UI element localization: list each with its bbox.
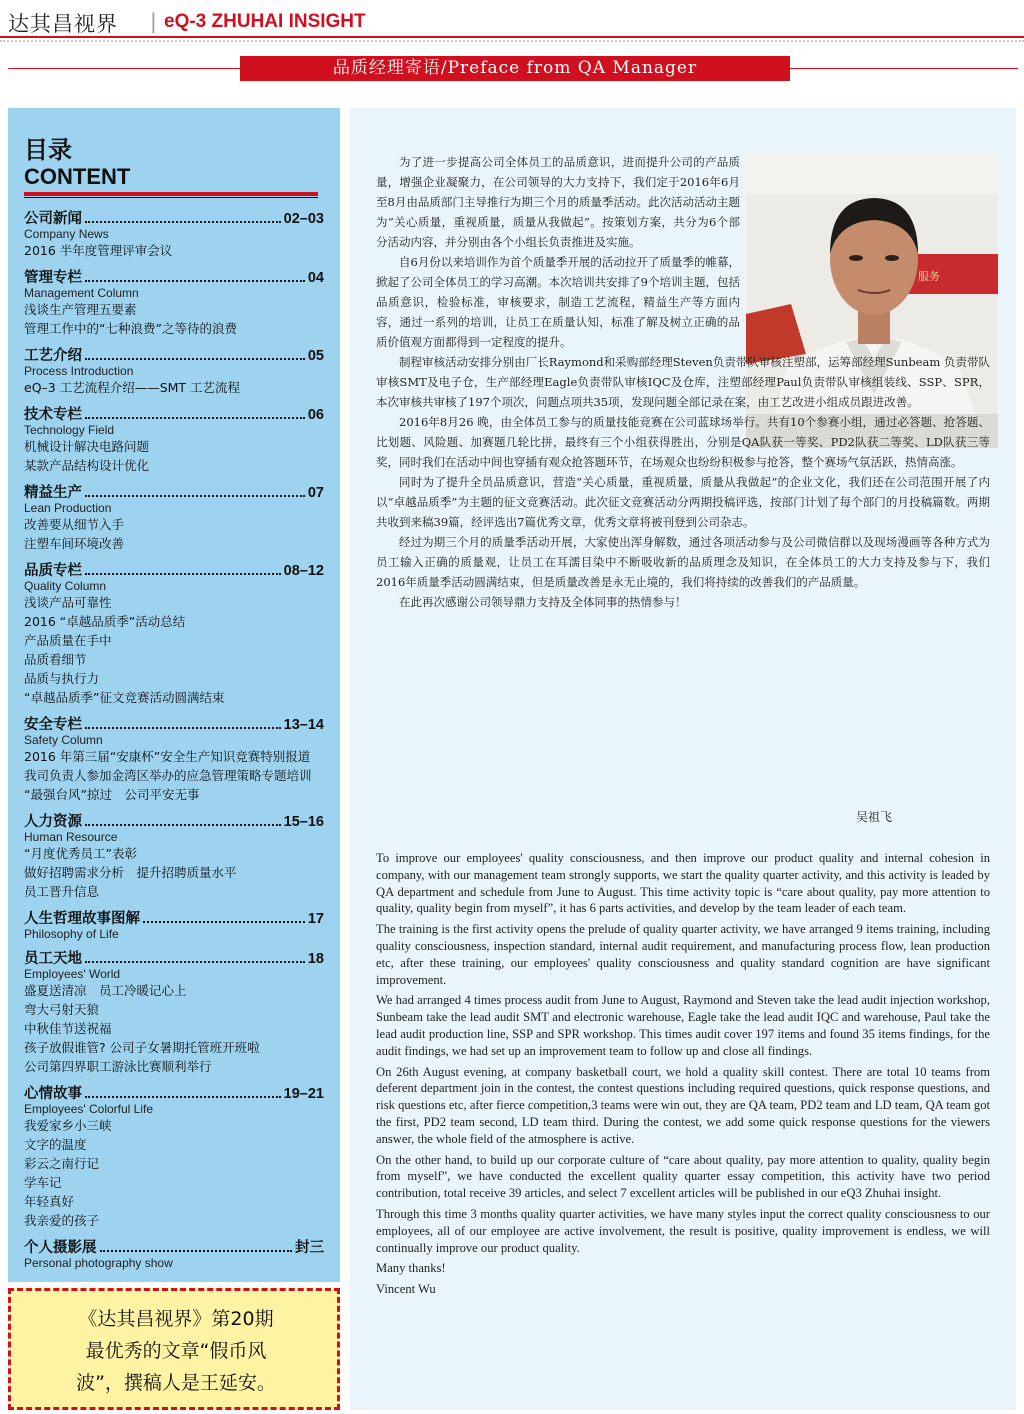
chinese-body [376,152,990,612]
toc-section-en: Philosophy of Life [24,927,119,941]
cn-paragraph: 同时为了提升全员品质意识，营造“关心质量，重视质量，质量从我做起”的企业文化，我们还在公司范围开展了内以“卓越品质季”为主题的征文竞赛活动。此次征文竞赛活动分两期投稿评选，按部门计划了每个部门的月投稿篇数。两期共收到来稿39篇，经评选出7篇优秀文章，优秀文章将被刊登到公司杂志。 [376,475,990,529]
toc-item: 做好招聘需求分析 提升招聘质量水平 [24,865,237,880]
toc-section [24,1236,324,1270]
toc-section-row [24,481,324,501]
magazine-title-cn: 达其昌视界 [8,12,118,36]
toc-section-row [24,344,324,364]
toc-leader-dots [85,211,281,223]
toc-section-title: 品质专栏 [24,563,82,579]
toc-section-row [24,713,324,733]
en-paragraph: We had arranged 4 times process audit from June to August, Raymond and Steven take the lead audit injection workshop, Sunbeam take the lead audit SMT and electronic warehouse, Eagle take the lead audit IQC and warehouse, Paul take the lead audit production line, SSP and SPR workshop. This times audit cover 197 items and found 35 items findings, for the audit findings, we had set up an improvement team to follow up and close all findings. [376,993,990,1058]
title-separator: | [150,9,157,33]
toc-item: 浅谈产品可靠性 [24,595,112,610]
cn-signature: 吴祖飞 [856,810,893,824]
toc-page-number: 05 [307,348,324,364]
en-signature: Vincent Wu [376,1282,436,1297]
best-article-notice [8,1288,340,1410]
toc-item: 浅谈生产管理五要素 [24,302,137,317]
toc-item: 管理工作中的“七种浪费”之等待的浪费 [24,321,237,336]
en-paragraph: On the other hand, to build up our corporate culture of “care about quality, pay more attention to quality, quality begin from myself”, we have conducted the excellent quality quarter essay competition, this activity have two period contribution, total receive 39 articles, and select 7 excellent articles will be published in our eQ3 Zhuhai insight. [376,1152,990,1201]
toc-section-title: 精益生产 [24,485,82,501]
toc-section [24,947,324,1076]
toc-item: 孩子放假谁管? 公司子女暑期托管班开班啦 [24,1040,260,1055]
toc-leader-dots [143,911,305,923]
toc-page-number: 封三 [295,1240,324,1256]
magazine-title-en: eQ-3 ZHUHAI INSIGHT [164,11,366,32]
toc-item: 员工晋升信息 [24,884,100,899]
toc-section [24,810,324,901]
toc-item: eQ–3 工艺流程介绍——SMT 工艺流程 [24,380,241,395]
toc-section-title: 个人摄影展 [24,1240,97,1256]
toc-section [24,207,324,260]
toc-leader-dots [85,270,305,282]
toc-leader-dots [85,407,305,419]
notice-line: 最优秀的文章“假币风 [85,1340,267,1362]
wall-sign-text: 服务 [918,270,940,283]
toc-section-row [24,403,324,423]
toc-page-number: 06 [307,407,324,423]
toc-item: “月度优秀员工”表彰 [24,846,137,861]
toc-section-en: Technology Field [24,423,115,437]
cn-paragraph: 在此再次感谢公司领导鼎力支持及全体同事的热情参与！ [399,595,687,609]
toc-section [24,344,324,397]
toc-page-number: 15–16 [283,814,324,830]
toc-page-number: 07 [307,485,324,501]
toc-section-row [24,266,324,286]
toc-section-row [24,907,324,927]
toc-section-en: Employees' Colorful Life [24,1102,154,1116]
toc-section-row [24,947,324,967]
notice-line: 波”，撰稿人是王延安。 [76,1372,276,1394]
toc-section-en: Personal photography show [24,1256,173,1270]
toc-leader-dots [85,485,305,497]
toc-section-en: Human Resource [24,830,118,844]
toc-item: 文字的温度 [24,1137,87,1152]
toc-list [24,207,324,1276]
section-banner: 品质经理寄语/Preface from QA Manager [240,56,790,81]
en-paragraph: On 26th August evening, at company basketball court, we hold a quality skill contest. There are total 10 teams from deferent department join in the contest, the contest questions including required questions, quick response questions, and risk questions etc, after fierce competition,3 teams were win out, they are QA team, PD2 team and LD team, QA team got the first, PD2 team second, LD team third. During the contest, we add some quick response questions for the viewers answer, the whole field of the atmosphere is active. [376,1064,990,1146]
toc-section-title: 工艺介绍 [24,348,82,364]
toc-section-title: 人力资源 [24,814,82,830]
toc-section-row [24,810,324,830]
toc-section-en: Management Column [24,286,139,300]
toc-section-title: 管理专栏 [24,270,82,286]
preface-article [350,108,1016,1410]
toc-section [24,403,324,475]
toc-section [24,481,324,553]
toc-section-title: 人生哲理故事图解 [24,911,140,927]
toc-heading-black-rule [24,197,318,198]
masthead [0,0,1024,46]
toc-item: 产品质量在手中 [24,633,112,648]
toc-section-en: Company News [24,227,109,241]
toc-section-title: 员工天地 [24,951,82,967]
en-paragraph: The training is the first activity opens the prelude of quality quarter activity, we have arranged 9 items training, including quality consciousness, inspection standard, internal audit requirement, and manufacturing process flow, lean production etc, after these training, our employees' quality consciousness and quality standard cognition are have significant improvement. [376,922,990,987]
cn-paragraph: 为了进一步提高公司全体员工的品质意识，进而提升公司的产品质量，增强企业凝聚力，在公司领导的大力支持下，我们定于2016年6月至8月由品质部门主导推行为期三个月的质量季活动。此次活动活动主题为“关心质量，重视质量，质量从我做起”。按策划方案，共分为6个部分活动内容，并分别由各个小组长负责推进及实施。 [376,155,740,249]
toc-item: “最强台风”掠过 公司平安无事 [24,787,200,802]
toc-section-en: Quality Column [24,579,107,593]
toc-item: 品质看细节 [24,652,87,667]
toc-item: 2016 “卓越品质季”活动总结 [24,614,186,629]
toc-section-row [24,207,324,227]
cn-paragraph: 制程审核活动安排分别由厂长Raymond和采购部经理Steven负责带队审核注塑部，运筹部经理Sunbeam 负责带队审核SMT及电子仓，生产部经理Eagle负责带队审核IQC及仓库，注塑部经理Paul负责带队审核组装线、SSP、SPR，本次审核共审核了197个项次，问题点项共35项，发现问题全部记录在案，由工艺改进小组成员跟进改善。 [376,355,990,409]
toc-section [24,713,324,804]
english-body [376,850,990,1302]
toc-item: 改善要从细节入手 [24,517,125,532]
toc-item: 学车记 [24,1175,62,1190]
toc-item: 某款产品结构设计优化 [24,458,150,473]
toc-section-row [24,1082,324,1102]
toc-item: 我亲爱的孩子 [24,1213,100,1228]
toc-section-en: Process Introduction [24,364,134,378]
notice-line: 《达其昌视界》第20期 [78,1308,274,1330]
toc-page-number: 13–14 [283,717,324,733]
toc-section-title: 技术专栏 [24,407,82,423]
toc-leader-dots [85,348,305,360]
toc-heading-en: CONTENT [24,164,131,189]
toc-page-number: 04 [307,270,324,286]
toc-section [24,1082,324,1230]
cn-paragraph: 经过为期三个月的质量季活动开展，大家使出浑身解数，通过各项活动参与及公司微信群以及现场漫画等各种方式为员工输入正确的质量观，让员工在耳濡目染中不断吸收新的品质理念及知识，在全体员工的大力支持及参与下，我们2016年质量季活动圆满结束，但是质量改善是永无止境的，我们将持续的改善我们的产品质量。 [376,535,990,589]
toc-page-number: 17 [307,911,324,927]
notice-text [31,1303,321,1399]
en-closing: Many thanks! [376,1261,446,1276]
toc-leader-dots [85,563,281,575]
toc-item: 公司第四界职工游泳比赛顺利举行 [24,1059,212,1074]
section-banner-strip [8,56,1018,81]
cn-paragraph: 2016年8月26 晚，由全体员工参与的质量技能竞赛在公司蓝球场举行。共有10个参赛小组，通过必答题、抢答题、比划题、风险题、加赛题几轮比拼，最终有三个小组获得胜出，分别是QA队获一等奖、PD2队获二等奖、LD队获三等奖，同时我们在活动中间也穿插有观众抢答题环节，在场观众也纷纷积极参与抢答，整个赛场气氛活跃，热情高涨。 [376,415,990,469]
toc-item: 2016 半年度管理评审会议 [24,243,173,258]
toc-leader-dots [85,951,305,963]
toc-page-number: 19–21 [283,1086,324,1102]
toc-page-number: 18 [307,951,324,967]
toc-section-en: Safety Column [24,733,103,747]
table-of-contents [8,108,340,1282]
toc-leader-dots [100,1240,293,1252]
toc-section-en: Employees' World [24,967,121,981]
toc-item: 品质与执行力 [24,671,100,686]
toc-section [24,907,324,941]
toc-item: “卓越品质季”征文竞赛活动圆满结束 [24,690,225,705]
toc-page-number: 08–12 [283,563,324,579]
en-paragraph: To improve our employees' quality consciousness, and then improve our product quality and internal cohesion in company, with our management team strongly supports, we start the quality quarter activity, and this activity is leaded by QA department and schedule from June to August. This time activity topic is “care about quality, pay more attention to quality, quality begin from myself”, it has 6 parts activities, and develop by the team leader of each team. [376,851,990,916]
masthead-dotted-rule [0,40,1024,44]
toc-heading-red-rule [24,192,318,196]
toc-item: 年轻真好 [24,1194,75,1209]
en-paragraph: Through this time 3 months quality quarter activities, we have many styles input the correct quality consciousness to our employees, all of our employee are active involvement, the result is positive, quality improvement is endless, we will continually improve our product quality. [376,1206,990,1255]
toc-section-title: 公司新闻 [24,211,82,227]
cn-paragraph: 自6月份以来培训作为首个质量季开展的活动拉开了质量季的帷幕，掀起了公司全体员工的学习高潮。本次培训共安排了9个培训主题，包括品质意识，检验标准，审核要求，制造工艺流程，精益生产等方面内容，通过一系列的培训，让员工在质量认知，标准了解及树立正确的品质价值观方面都得到一定程度的提升。 [376,255,740,349]
toc-item: 中秋佳节送祝福 [24,1021,112,1036]
toc-leader-dots [85,717,281,729]
toc-item: 彩云之南行记 [24,1156,100,1171]
toc-section-row [24,559,324,579]
toc-section-title: 安全专栏 [24,717,82,733]
toc-leader-dots [85,814,281,826]
toc-heading-cn: 目录 [24,136,72,164]
toc-page-number: 02–03 [283,211,324,227]
toc-leader-dots [85,1086,281,1098]
toc-item: 2016 年第三届“安康杯”安全生产知识竞赛特别报道 [24,749,311,764]
toc-item: 注塑车间环境改善 [24,536,125,551]
toc-item: 我爱家乡小三峡 [24,1118,112,1133]
toc-section-title: 心情故事 [24,1086,82,1102]
toc-section [24,266,324,338]
toc-item: 盛夏送清凉 员工冷暖记心上 [24,983,187,998]
toc-item: 机械设计解决电路问题 [24,439,150,454]
masthead-red-rule [0,36,1024,38]
toc-section-row [24,1236,324,1256]
toc-section-en: Lean Production [24,501,112,515]
toc-section [24,559,324,707]
toc-item: 弯大弓射天狼 [24,1002,100,1017]
toc-item: 我司负责人参加金湾区举办的应急管理策略专题培训 [24,768,312,783]
